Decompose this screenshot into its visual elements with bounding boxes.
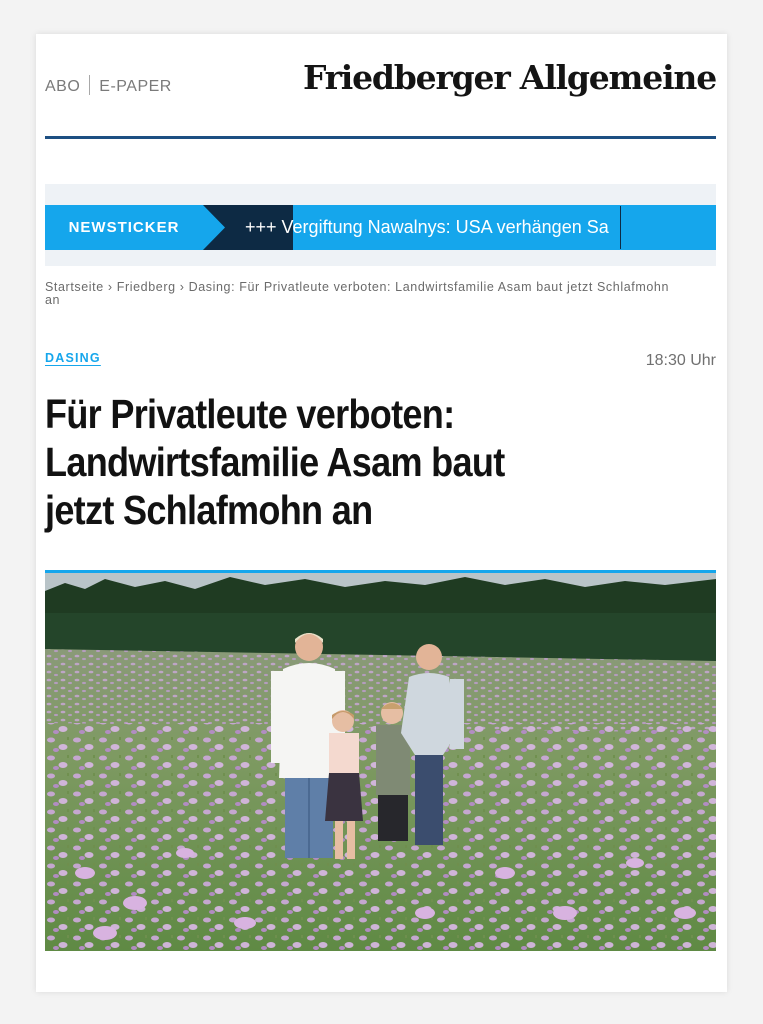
breadcrumb-current: Dasing: Für Privatleute verboten: Landwirtsfamilie Asam baut jetzt Schlafmohn an (45, 280, 669, 307)
site-logo[interactable]: Friedberger Allgemeine (302, 58, 716, 97)
article-headline: Für Privatleute verboten: Landwirtsfamilie Asam baut jetzt Schlafmohn an (45, 391, 505, 533)
newsticker-text[interactable]: +++ Vergiftung Nawalnys: USA verhängen Sa (245, 217, 609, 237)
article-photo[interactable] (45, 573, 716, 951)
header-divider (45, 136, 716, 139)
breadcrumb-separator: › (107, 280, 113, 294)
newsticker-bar[interactable] (45, 205, 716, 250)
top-navigation (45, 77, 172, 97)
breadcrumb-separator: › (179, 280, 185, 294)
abo-link[interactable]: ABO (45, 78, 81, 96)
newsticker-label: NEWSTICKER (68, 219, 180, 236)
article-kicker-link[interactable]: DASING (45, 351, 101, 365)
article-page (36, 34, 727, 992)
epaper-link[interactable]: E-PAPER (99, 78, 172, 96)
article-time: 18:30 Uhr (645, 352, 716, 369)
breadcrumb-friedberg[interactable]: Friedberg (116, 280, 176, 294)
newsticker-container (45, 184, 716, 266)
newsticker-text-window (245, 205, 621, 250)
newsticker-edge (620, 206, 621, 249)
breadcrumb (45, 281, 685, 307)
breadcrumb-home[interactable]: Startseite (45, 280, 104, 294)
nav-divider (89, 75, 90, 95)
